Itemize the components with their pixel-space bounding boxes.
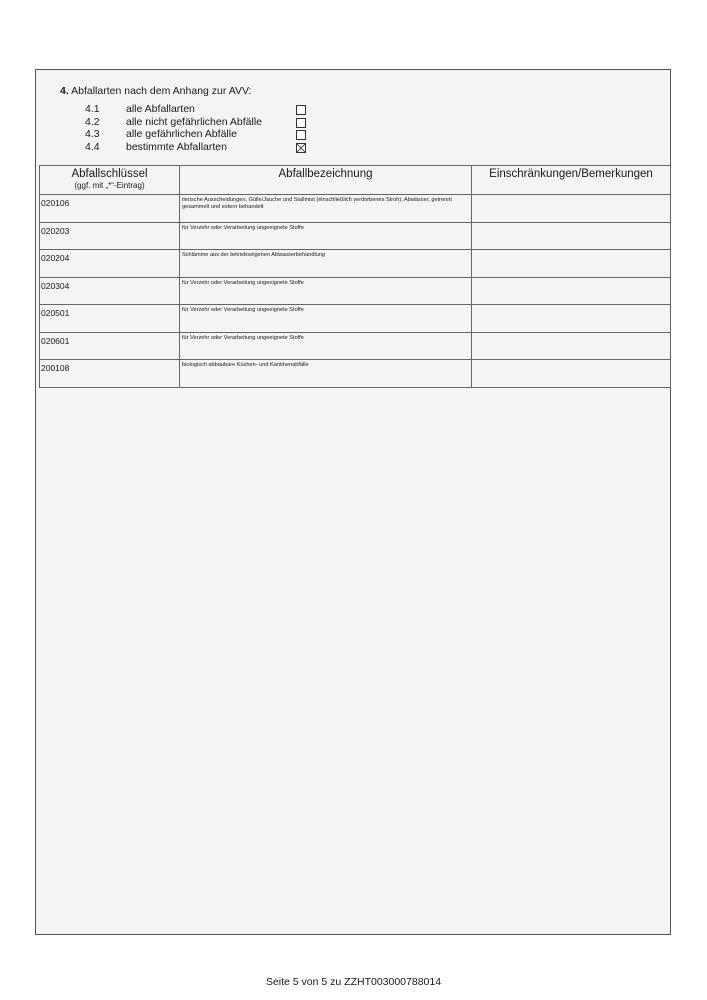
option-number: 4.2 xyxy=(85,115,100,128)
waste-description-cell: für Verzehr oder Verarbeitung ungeeignete Stoffe xyxy=(180,332,472,360)
waste-code-cell: 020204 xyxy=(40,250,180,278)
option-label: alle Abfallarten xyxy=(126,103,195,115)
cross-mark-icon xyxy=(297,144,305,152)
waste-description-cell: biologisch abbaubare Küchen- und Kantinenabfälle xyxy=(180,360,472,388)
header-remarks-label: Einschränkungen/Bemerkungen xyxy=(489,168,653,180)
header-waste-description xyxy=(180,166,472,195)
table-row xyxy=(40,332,671,360)
form-frame xyxy=(35,69,671,935)
waste-code-cell: 020203 xyxy=(40,222,180,250)
waste-code-cell: 020501 xyxy=(40,305,180,333)
waste-code-cell: 020304 xyxy=(40,277,180,305)
remarks-cell xyxy=(472,195,671,223)
waste-code-table xyxy=(39,165,671,388)
waste-description-cell: tierische Ausscheidungen, Gülle/Jauche und Stallmist (einschließlich verdorbenes Stroh), Abwässer, getrennt gesammelt und extern behandelt xyxy=(180,195,472,223)
section-heading xyxy=(60,85,251,97)
table-row xyxy=(40,250,671,278)
remarks-cell xyxy=(472,305,671,333)
option-label: alle nicht gefährlichen Abfälle xyxy=(126,115,263,128)
header-code-label: Abfallschlüssel xyxy=(71,168,148,180)
table-row xyxy=(40,222,671,250)
option-label: alle gefährlichen Abfälle xyxy=(126,128,237,140)
waste-description-cell: für Verzehr oder Verarbeitung ungeeignete Stoffe xyxy=(180,305,472,333)
page-footer: Seite 5 von 5 zu ZZHT003000788014 xyxy=(265,976,442,988)
checkbox-unchecked[interactable] xyxy=(296,118,306,128)
option-number: 4.3 xyxy=(85,128,100,140)
waste-description-cell: für Verzehr oder Verarbeitung ungeeignete Stoffe xyxy=(180,222,472,250)
waste-code-cell: 020106 xyxy=(40,195,180,223)
checkbox-unchecked[interactable] xyxy=(296,130,306,140)
header-description-label: Abfallbezeichnung xyxy=(278,168,373,180)
table-row xyxy=(40,305,671,333)
option-number: 4.1 xyxy=(85,103,100,115)
header-code-sublabel: (ggf. mit „*“-Eintrag) xyxy=(74,181,145,190)
remarks-cell xyxy=(472,277,671,305)
remarks-cell xyxy=(472,332,671,360)
waste-description-cell: Schlämme aus der betriebseigenen Abwasserbehandlung xyxy=(180,250,472,278)
checkbox-checked[interactable] xyxy=(296,143,306,153)
remarks-cell xyxy=(472,360,671,388)
section-number: 4. xyxy=(60,85,69,97)
table-row xyxy=(40,360,671,388)
table-row xyxy=(40,195,671,223)
option-label: bestimmte Abfallarten xyxy=(126,140,227,153)
option-number: 4.4 xyxy=(85,140,100,153)
remarks-cell xyxy=(472,250,671,278)
table-header-row xyxy=(40,166,671,195)
table-row xyxy=(40,277,671,305)
header-remarks xyxy=(472,166,671,195)
section-title: Abfallarten nach dem Anhang zur AVV: xyxy=(71,85,252,97)
waste-description-cell: für Verzehr oder Verarbeitung ungeeignete Stoffe xyxy=(180,277,472,305)
checkbox-unchecked[interactable] xyxy=(296,105,306,115)
header-waste-code xyxy=(40,166,180,195)
waste-code-cell: 200108 xyxy=(40,360,180,388)
waste-code-cell: 020601 xyxy=(40,332,180,360)
remarks-cell xyxy=(472,222,671,250)
